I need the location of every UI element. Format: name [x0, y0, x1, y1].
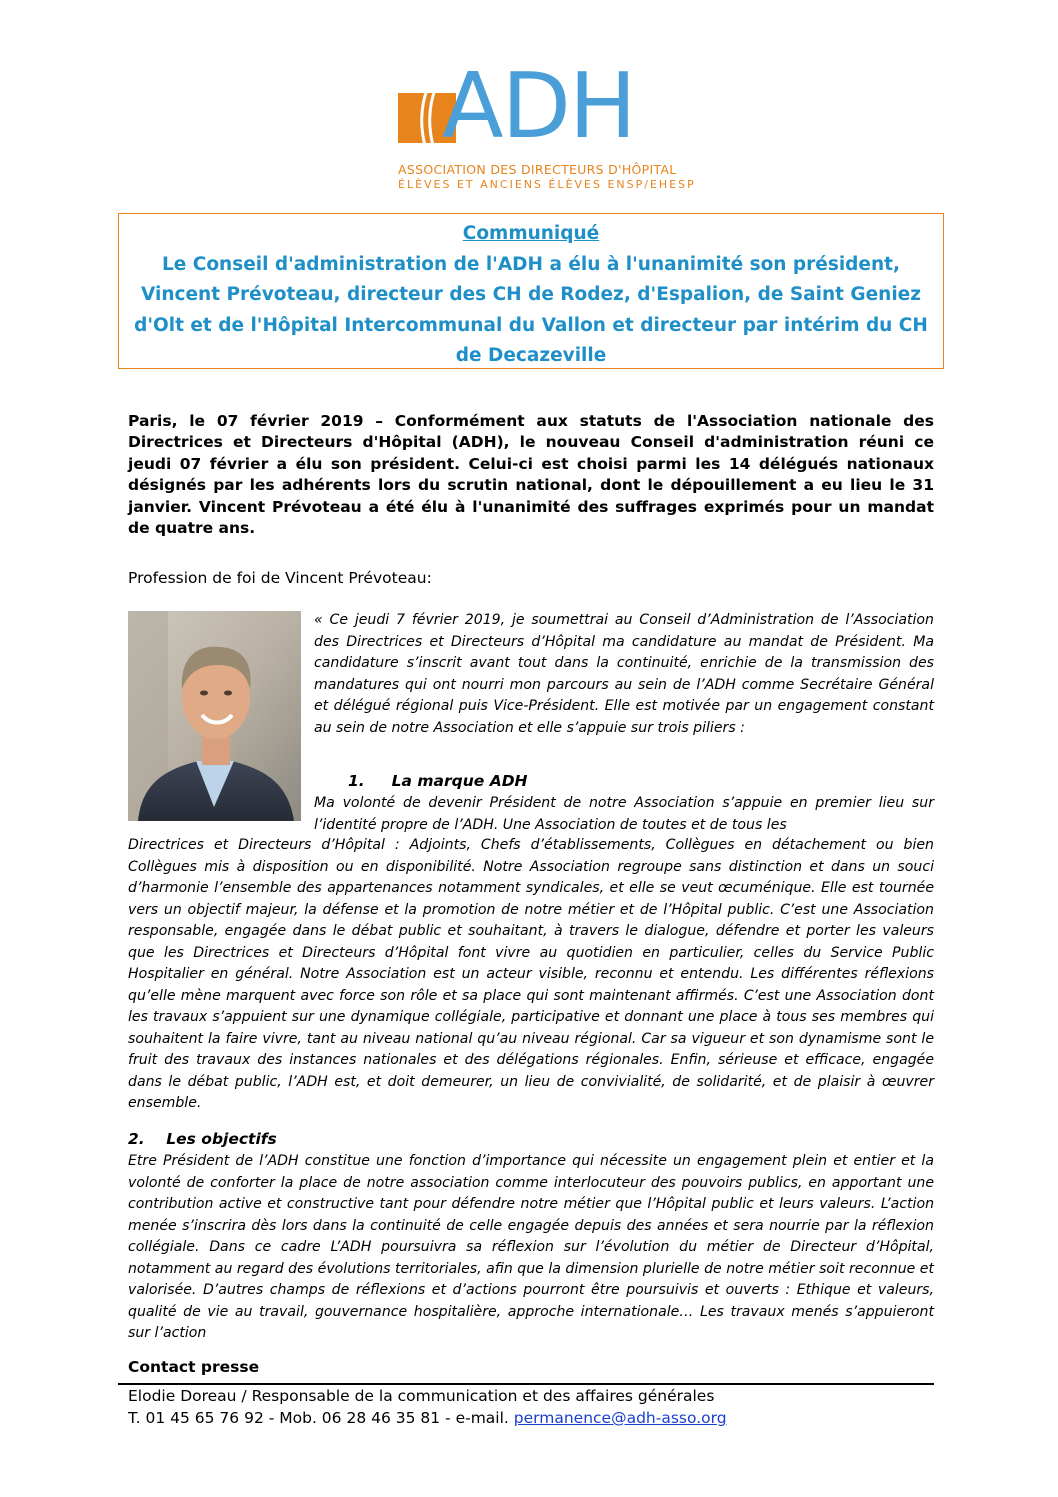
communique-heading: Communiqué: [462, 223, 600, 244]
contact-divider: [118, 1383, 934, 1385]
section-2-title: Les objectifs: [166, 1130, 277, 1148]
logo-subtitle-1: ASSOCIATION DES DIRECTEURS D'HÔPITAL: [398, 162, 677, 177]
contact-title: Contact presse: [128, 1358, 260, 1376]
title-line-4: de Decazeville: [455, 345, 607, 366]
intro-paragraph: Paris, le 07 février 2019 – Conformément aux statuts de l'Association nationale des Directrices et Directeurs d'Hôpital (ADH), le nouveau Conseil d'administration réuni ce jeudi 07 février a élu son président. Celui-ci est choisi parmi les 14 délégués nationaux désignés par les adhérents lors du scrutin national, dont le dépouillement a eu lieu le 31 janvier. Vincent Prévoteau a été élu à l'unanimité des suffrages exprimés pour un mandat de quatre ans.: [128, 412, 934, 538]
logo-subtitle-2: ÉLÈVES ET ANCIENS ÉLÈVES ENSP/EHESP: [398, 178, 696, 191]
section-1-side-text: Ma volonté de devenir Président de notre Association s’appuie en premier lieu sur l’identité propre de l’ADH. Une Association de toutes et de tous les: [314, 795, 934, 833]
portrait-image-icon: [128, 611, 301, 821]
quote-intro-paragraph: « Ce jeudi 7 février 2019, je soumettrai au Conseil d’Administration de l’Association des Directrices et Directeurs d’Hôpital ma candidature au mandat de Président. Ma candidature s’inscrit avant tout dans la continuité, enrichie de la transmission des mandatures qui ont nourri mon parcours au sein de l’ADH comme Secrétaire Général et délégué régional puis Vice-Président. Elle est motivée par un engagement constant au sein de notre Association et elle s’appuie sur trois piliers :: [314, 612, 934, 736]
title-line-2: Vincent Prévoteau, directeur des CH de Rodez, d'Espalion, de Saint Geniez: [141, 284, 921, 305]
adh-logo: [398, 54, 696, 191]
contact-phone-text: T. 01 45 65 76 92 - Mob. 06 28 46 35 81 - e-mail.: [128, 1409, 514, 1427]
section-1-heading: [348, 772, 528, 790]
logo-wordmark: ADH: [442, 54, 635, 159]
section-1-title: La marque ADH: [391, 772, 528, 790]
communique-title-box: [118, 213, 944, 369]
contact-person: Elodie Doreau / Responsable de la communication et des affaires générales: [128, 1387, 715, 1405]
section-1-body: Directrices et Directeurs d’Hôpital : Adjoints, Chefs d’établissements, Collègues en détachement ou bien Collègues mis à disposition ou en disponibilité. Notre Association regroupe sans distinction et dans un souci d’harmonie l’ensemble des appartenances notamment syndicales, et elle se veut œcuménique. Elle est tournée vers un objectif majeur, la défense et la promotion de notre métier et de l’Hôpital public. C’est une Association responsable, engagée dans le débat public et souhaitant, à travers le dialogue, défendre et porter les valeurs que les Directrices et Directeurs d’Hôpital font vivre au quotidien en particulier, celles du Service Public Hospitalier en général. Notre Association est un acteur visible, reconnu et entendu. Les différentes réflexions qu’elle mène marquent avec force son rôle et sa place qui sont maintenant affirmés. C’est une Association dont les travaux s’appuient sur une dynamique collégiale, participative et donnant une place à tous ses membres qui souhaitent la faire vivre, tant au niveau national qu’au niveau régional. Car sa vigueur et son dynamisme sont le fruit des travaux des instances nationales et des délégations régionales. Enfin, sérieuse et efficace, engagée dans le débat public, l’ADH est, et doit demeurer, un lieu de convivialité, de solidarité, et de plaisir à œuvrer ensemble.: [128, 837, 934, 1111]
section-2-heading: [128, 1130, 277, 1148]
portrait-photo: [128, 611, 301, 821]
title-line-3: d'Olt et de l'Hôpital Intercommunal du Vallon et directeur par intérim du CH: [134, 314, 928, 336]
section-2-number: 2.: [128, 1130, 145, 1148]
title-line-1: Le Conseil d'administration de l'ADH a élu à l'unanimité son président,: [161, 253, 901, 275]
section-2-body: Etre Président de l’ADH constitue une fonction d’importance qui nécessite un engagement plein et entier et la volonté de conforter la place de notre association comme interlocuteur des pouvoirs publics, en apportant une contribution active et constructive tant pour défendre notre métier que l’Hôpital public et leurs valeurs. L’action menée s’inscrira dès lors dans la continuité de celle engagée depuis des années et sera nourrie par la réflexion collégiale. Dans ce cadre L’ADH poursuivra sa réflexion sur l’évolution du métier de Directeur d’Hôpital, notamment au regard des évolutions territoriales, afin que la dimension plurielle de notre métier soit reconnue et valorisée. D’autres champs de réflexions et d’actions pourront être poursuivis et ouverts : Ethique et valeurs, qualité de vie au travail, gouvernance hospitalière, approche internationale… Les travaux menés s’appuieront sur l’action: [128, 1153, 934, 1341]
contact-email-link[interactable]: permanence@adh-asso.org: [513, 1409, 727, 1427]
contact-details: [128, 1409, 727, 1427]
profession-label: Profession de foi de Vincent Prévoteau:: [128, 569, 432, 587]
section-1-number: 1.: [348, 772, 365, 790]
